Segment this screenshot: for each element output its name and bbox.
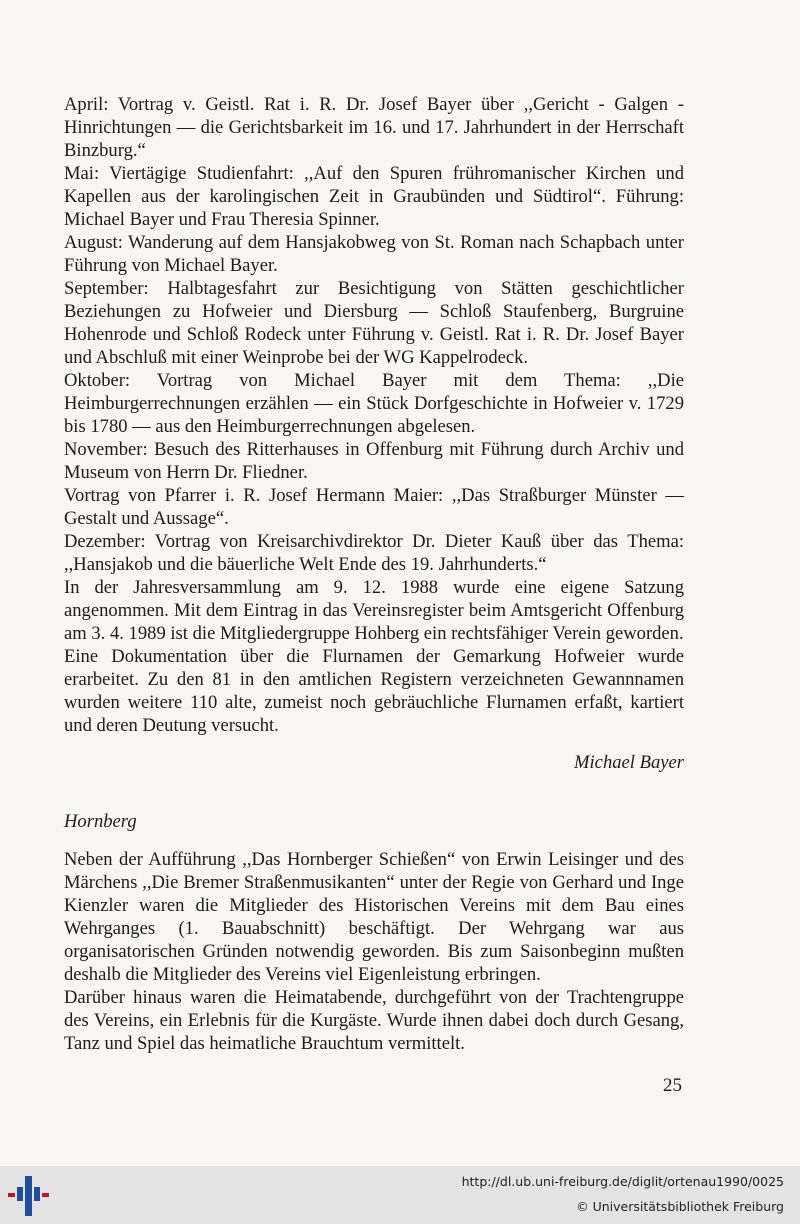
paragraph-hornberg-auffuehrung: Neben der Aufführung ,,Das Hornberger Schießen“ von Erwin Leisinger und des Märchens ,,Die Bremer Straßenmusikanten“ unter der Regie von Gerhard und Inge Kienzler waren die Mitglieder des Historischen Vereins mit dem Bau eines Wehrganges (1. Bauabschnitt) beschäftigt. Der Wehrgang war aus organisatorischen Gründen notwendig geworden. Bis zum Saisonbeginn mußten deshalb die Mitglieder des Vereins viel Eigenleistung erbringen. — [64, 849, 684, 985]
footer-bar — [0, 1166, 800, 1224]
paragraph-dokumentation: Eine Dokumentation über die Flurnamen der Gemarkung Hofweier wurde erarbeitet. Zu den 81 in den amtlichen Registern verzeichneten Gewannnamen wurden weitere 110 alte, zumeist noch gebräuchliche Flurnamen erfaßt, kartiert und deren Deutung versucht. — [64, 646, 684, 736]
page-number: 25 — [663, 1075, 682, 1096]
paragraph-dezember: Dezember: Vortrag von Kreisarchivdirektor Dr. Dieter Kauß über das Thema: ,,Hansjakob und die bäuerliche Welt Ende des 19. Jahrhunderts.“ — [64, 531, 684, 575]
paragraph-mai: Mai: Viertägige Studienfahrt: ,,Auf den Spuren frühromanischer Kirchen und Kapellen aus der karolingischen Zeit in Graubünden und Südtirol“. Führung: Michael Bayer und Frau Theresia Spinner. — [64, 163, 684, 230]
author-signature: Michael Bayer — [574, 752, 684, 773]
footer-copyright: © Universitätsbibliothek Freiburg — [576, 1199, 784, 1214]
ub-freiburg-logo-icon — [8, 1176, 52, 1216]
footer-url-link[interactable]: http://dl.ub.uni-freiburg.de/diglit/ortenau1990/0025 — [461, 1174, 784, 1189]
paragraph-jahresversammlung: In der Jahresversammlung am 9. 12. 1988 wurde eine eigene Satzung angenommen. Mit dem Eintrag in das Vereinsregister beim Amtsgericht Offenburg am 3. 4. 1989 ist die Mitgliedergruppe Hohberg ein rechtsfähiger Verein geworden. — [64, 577, 684, 644]
paragraph-hornberg-heimatabende: Darüber hinaus waren die Heimatabende, durchgeführt von der Trachtengruppe des Vereins, ein Erlebnis für die Kurgäste. Wurde ihnen dabei doch durch Gesang, Tanz und Spiel das heimatliche Brauchtum vermittelt. — [64, 987, 684, 1054]
paragraph-vortrag-maier: Vortrag von Pfarrer i. R. Josef Hermann Maier: ,,Das Straßburger Münster — Gestalt und Aussage“. — [64, 485, 684, 529]
document-body — [64, 93, 684, 1055]
paragraph-august: August: Wanderung auf dem Hansjakobweg von St. Roman nach Schapbach unter Führung von Michael Bayer. — [64, 232, 684, 276]
paragraph-september: September: Halbtagesfahrt zur Besichtigung von Stätten geschichtlicher Beziehungen zu Hofweier und Diersburg — Schloß Staufenberg, Burgruine Hohenrode und Schloß Rodeck unter Führung v. Geistl. Rat i. R. Dr. Josef Bayer und Abschluß mit einer Weinprobe bei der WG Kappelrodeck. — [64, 278, 684, 368]
paragraph-november: November: Besuch des Ritterhauses in Offenburg mit Führung durch Archiv und Museum von Herrn Dr. Fliedner. — [64, 439, 684, 483]
paragraph-oktober: Oktober: Vortrag von Michael Bayer mit dem Thema: ,,Die Heimburgerrechnungen erzählen — ein Stück Dorfgeschichte in Hofweier v. 1729 bis 1780 — aus den Heimburgerrechnungen abgelesen. — [64, 370, 684, 437]
paragraph-april: April: Vortrag v. Geistl. Rat i. R. Dr. Josef Bayer über ,,Gericht - Galgen - Hinrichtungen — die Gerichtsbarkeit im 16. und 17. Jahrhundert in der Herrschaft Binzburg.“ — [64, 94, 684, 161]
section-heading-hornberg: Hornberg — [64, 811, 137, 832]
